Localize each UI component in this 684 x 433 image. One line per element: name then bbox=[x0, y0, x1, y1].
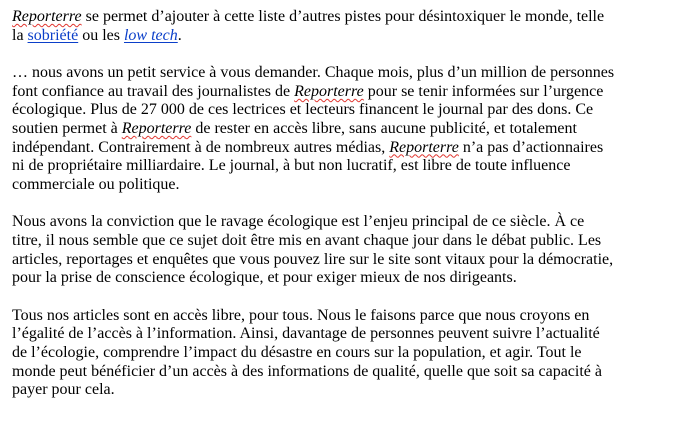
text-run: soutien permet à bbox=[12, 119, 122, 137]
text-line: monde peut bénéficier d’un accès à des informations de qualité, quelle que soit sa capacité à bbox=[12, 362, 602, 380]
text-line: … nous avons un petit service à vous demander. Chaque mois, plus d’un million de personnes bbox=[12, 64, 615, 82]
text-run: la bbox=[12, 26, 28, 44]
paragraph-free-access bbox=[12, 307, 680, 400]
text-run: pour se tenir informées sur l’urgence bbox=[363, 82, 604, 100]
text-line: Nous avons la conviction que le ravage écologique est l’enjeu principal de ce siècle. À ce bbox=[12, 213, 585, 231]
text-run: indépendant. Contrairement à de nombreux autres médias, bbox=[12, 138, 390, 156]
paragraph-request bbox=[12, 64, 680, 194]
brand-name: Reporterre bbox=[121, 119, 192, 137]
text-run: . bbox=[177, 26, 182, 44]
text-run: ou les bbox=[78, 26, 124, 44]
text-line: Tous nos articles sont en accès libre, pour tous. Nous le faisons parce que nous croyons en bbox=[12, 306, 590, 324]
brand-name: Reporterre bbox=[389, 138, 459, 156]
text-line: l’égalité de l’accès à l’information. Ainsi, davantage de personnes peuvent suivre l’actualité bbox=[12, 325, 600, 343]
text-line: écologique. Plus de 27 000 de ces lectrices et lecteurs financent le journal par des dons. Ce bbox=[12, 101, 594, 119]
paragraph-conviction bbox=[12, 213, 680, 287]
text-run: de rester en accès libre, sans aucune publicité, et totalement bbox=[191, 119, 577, 137]
text-run: n’a pas d’actionnaires bbox=[458, 138, 604, 156]
text-line: de l’écologie, comprendre l’impact du désastre en cours sur la population, et agir. Tout le bbox=[12, 343, 582, 361]
text-line: articles, reportages et enquêtes que vous pouvez lire sur le site sont vitaux pour la démocratie, bbox=[12, 250, 614, 268]
document-body bbox=[12, 8, 680, 419]
text-line bbox=[12, 8, 680, 27]
link-low-tech[interactable]: low tech bbox=[123, 26, 178, 44]
text-run: font confiance au travail des journalistes de bbox=[12, 82, 295, 100]
text-line: ni de propriétaire milliardaire. Le journal, à but non lucratif, est libre de toute influence bbox=[12, 157, 571, 175]
text-line bbox=[12, 27, 680, 46]
text-line: commerciale ou politique. bbox=[12, 175, 180, 193]
text-line: titre, il nous semble que ce sujet doit être mis en avant chaque jour dans le débat public. Les bbox=[12, 231, 602, 249]
text-line: payer pour cela. bbox=[12, 381, 115, 399]
text-line: pour la prise de conscience écologique, et pour exiger mieux de nos dirigeants. bbox=[12, 269, 517, 287]
text-run: se permet d’ajouter à cette liste d’autres pistes pour désintoxiquer le monde, telle bbox=[81, 8, 605, 25]
text-line bbox=[12, 83, 680, 102]
paragraph-intro bbox=[12, 8, 680, 45]
brand-name: Reporterre bbox=[12, 8, 82, 25]
brand-name: Reporterre bbox=[294, 82, 364, 100]
link-sobriete[interactable]: sobriété bbox=[27, 26, 79, 44]
text-line bbox=[12, 139, 680, 158]
text-line bbox=[12, 120, 680, 139]
